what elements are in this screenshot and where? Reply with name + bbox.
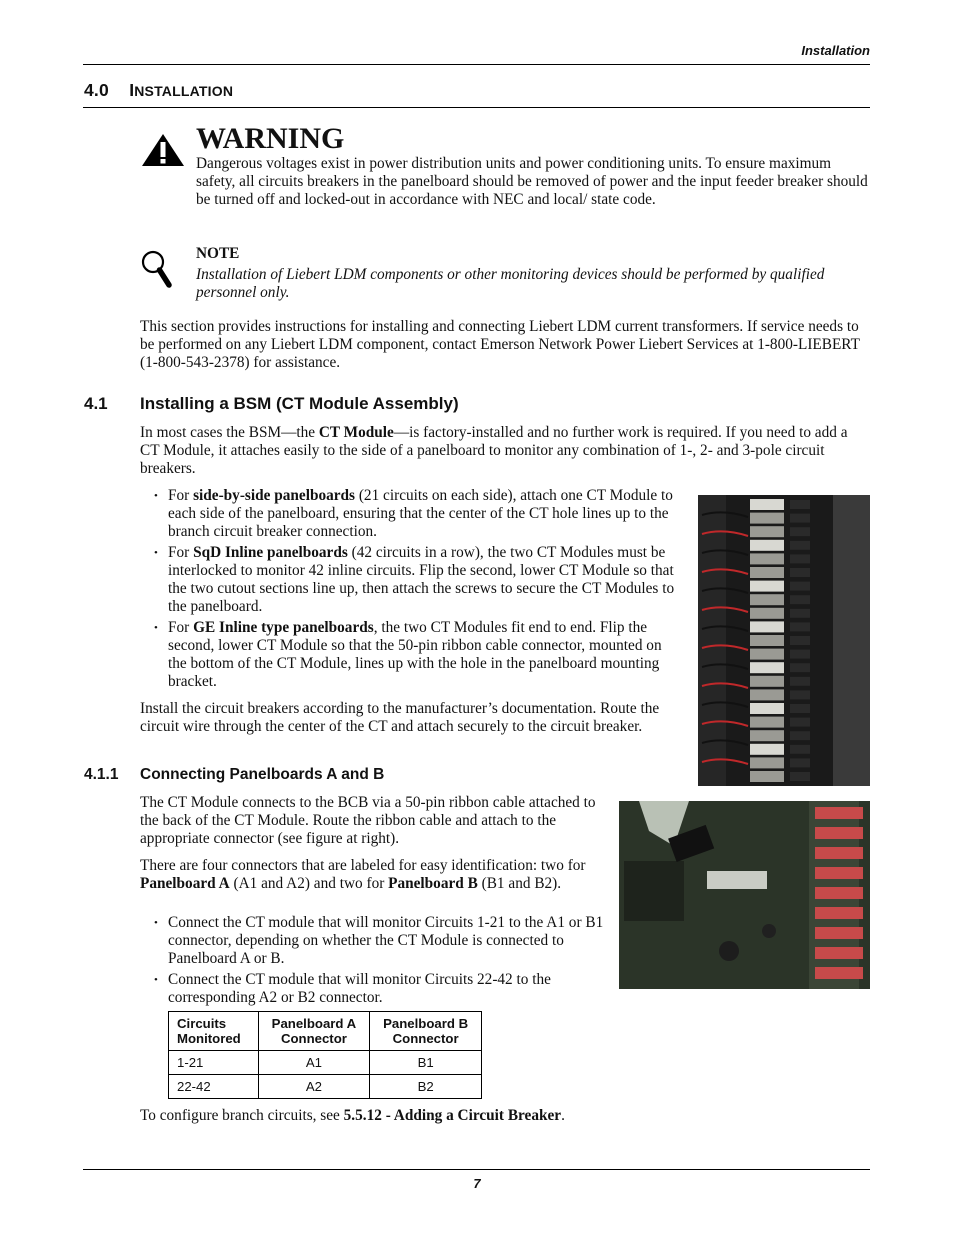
breaker-switch-shape — [790, 595, 810, 604]
intro-paragraph: This section provides instructions for installing and connecting Liebert LDM current transformers. If service needs to be performed on any Liebert LDM component, contact Emerson Network Power Liebert Services at 1-800-LIEBERT (1-800-543-2378) for assistance. — [140, 318, 860, 371]
breaker-shape — [750, 717, 784, 728]
section-number: 4.0 — [84, 80, 109, 100]
ribbon-connector-shape — [815, 847, 863, 859]
ribbon-connector-shape — [815, 827, 863, 839]
breaker-shape — [750, 730, 784, 741]
bullet-post: , the two CT Modules fit end to end. Flip the second, lower CT Module so that the 50-pin ribbon cable connector, mounted on the bottom of the CT Module, lines up with the hole in the panelboard mounting bracket. — [168, 619, 662, 690]
p2-bold-panelboard-b: Panelboard B — [388, 875, 478, 892]
bullet-pre: For — [168, 487, 194, 504]
breaker-switch-shape — [790, 527, 810, 536]
magnifier-icon — [139, 248, 173, 288]
warning-title: WARNING — [196, 122, 345, 155]
breaker-shape — [750, 649, 784, 660]
breaker-shape — [750, 567, 784, 578]
panelboard-photo-art — [698, 495, 870, 786]
bullet-bold: SqD Inline panelboards — [193, 544, 348, 561]
breaker-switch-shape — [790, 514, 810, 523]
warning-body: Dangerous voltages exist in power distribution units and power conditioning units. To ensure maximum safety, all circuits breakers in the panelboard should be removed of power and the input feeder breaker should be turned off and locked-out in accordance with NEC and local/ state code. — [196, 155, 868, 208]
p1-text-c: —is factory-installed and no further work is required. If you need to add a CT Module, it attaches easily to the side of a panelboard to monitor any combination of 1-, 2- and 3-pole circuit breakers. — [140, 424, 848, 477]
page-number: 7 — [473, 1176, 481, 1191]
breaker-switch-shape — [790, 622, 810, 631]
section-4-1-1-paragraph-1: The CT Module connects to the BCB via a 50-pin ribbon cable attached to the back of the CT Module. Route the ribbon cable and attach to the appropriate connector (see figure at right). — [140, 794, 596, 847]
section-4-1-1-title: Connecting Panelboards A and B — [140, 766, 385, 783]
p2-text-a: There are four connectors that are labeled for easy identification: two for — [140, 857, 586, 874]
ribbon-connector-shape — [815, 967, 863, 979]
table-row — [169, 1051, 482, 1075]
table-row — [169, 1075, 482, 1099]
breaker-switch-shape — [790, 650, 810, 659]
breaker-switch-shape — [790, 582, 810, 591]
list-item — [140, 487, 681, 541]
breaker-shape — [750, 635, 784, 646]
breaker-switch-shape — [790, 541, 810, 550]
section-4-1-heading — [84, 394, 459, 414]
breaker-switch-shape — [790, 772, 810, 781]
table-cell: 1-21 — [169, 1051, 259, 1075]
configure-branch-circuits-text — [140, 1107, 840, 1125]
ribbon-connector-shape — [815, 887, 863, 899]
list-item: • Connect the CT module that will monitor Circuits 22-42 to the corresponding A2 or B2 connector. — [140, 971, 612, 1007]
bullet-bold: GE Inline type panelboards — [193, 619, 374, 636]
bullet-post: (21 circuits on each side), attach one CT Module to each side of the panelboard, ensuring that the center of the CT hole lines up to the branch circuit breaker connection. — [168, 487, 673, 540]
warning-triangle-icon — [141, 133, 185, 167]
breaker-shape — [750, 662, 784, 673]
section-title — [84, 80, 233, 101]
table-header-row — [169, 1012, 482, 1051]
p2-text-c: (A1 and A2) and two for — [229, 875, 389, 892]
circuit-board-photo-art — [619, 801, 870, 989]
bullet-pre: For — [168, 619, 194, 636]
table-cell: A2 — [258, 1075, 370, 1099]
p2-text-e: (B1 and B2). — [477, 875, 562, 892]
breaker-shape — [750, 581, 784, 592]
breaker-shape — [750, 621, 784, 632]
note-title: NOTE — [196, 245, 240, 262]
breaker-shape — [750, 771, 784, 782]
p1-bold-ct-module: CT Module — [318, 424, 394, 441]
panelboard-photo — [698, 495, 870, 786]
table-header-cell: Panelboard B Connector — [370, 1012, 482, 1051]
breaker-switch-shape — [790, 677, 810, 686]
connector-table — [168, 1011, 482, 1099]
running-header: Installation — [801, 43, 870, 58]
section-4-1-1-heading — [84, 766, 384, 784]
breaker-switch-shape — [790, 731, 810, 740]
breaker-shape — [750, 608, 784, 619]
ribbon-connector-shape — [815, 907, 863, 919]
breaker-switch-shape — [790, 663, 810, 672]
table-cell: B1 — [370, 1051, 482, 1075]
breaker-shape — [750, 703, 784, 714]
section-4-1-install-paragraph: Install the circuit breakers according to the manufacturer’s documentation. Route the circuit wire through the center of the CT and attach securely to the circuit breaker. — [140, 700, 660, 735]
section-title-rest: NSTALLATION — [134, 83, 234, 99]
p2-bold-panelboard-a: Panelboard A — [140, 875, 230, 892]
breaker-shape — [750, 513, 784, 524]
breaker-shape — [750, 526, 784, 537]
connector-bullet-list — [140, 914, 612, 1010]
breaker-shape — [750, 689, 784, 700]
note-body: Installation of Liebert LDM components or other monitoring devices should be performed by qualified personnel only. — [196, 266, 825, 301]
breaker-shape — [750, 594, 784, 605]
bullet-bold: side-by-side panelboards — [193, 487, 356, 504]
breaker-switch-shape — [790, 745, 810, 754]
list-item — [140, 619, 681, 691]
config-link-adding-circuit-breaker[interactable]: 5.5.12 - Adding a Circuit Breaker — [343, 1107, 562, 1124]
breaker-switch-shape — [790, 609, 810, 618]
table-cell: B2 — [370, 1075, 482, 1099]
ribbon-connector-shape — [815, 927, 863, 939]
section-4-1-paragraph — [140, 424, 870, 478]
breaker-switch-shape — [790, 636, 810, 645]
section-4-1-title: Installing a BSM (CT Module Assembly) — [140, 394, 459, 413]
footer-rule — [83, 1169, 870, 1170]
bullet-pre: For — [168, 544, 194, 561]
section-rule — [83, 107, 870, 108]
section-4-1-number: 4.1 — [84, 394, 108, 413]
breaker-shape — [750, 744, 784, 755]
breaker-shape — [750, 757, 784, 768]
list-item: • Connect the CT module that will monitor Circuits 1-21 to the A1 or B1 connector, depending on whether the CT Module is connected to Panelboard A or B. — [140, 914, 612, 968]
panelboard-bullet-list — [140, 487, 681, 694]
list-item — [140, 544, 681, 616]
section-title-first: I — [129, 80, 135, 100]
breaker-switch-shape — [790, 554, 810, 563]
table-header-cell: Panelboard A Connector — [258, 1012, 370, 1051]
config-text-a: To configure branch circuits, see — [140, 1107, 344, 1124]
ribbon-connector-shape — [815, 947, 863, 959]
breaker-switch-shape — [790, 758, 810, 767]
breaker-switch-shape — [790, 690, 810, 699]
ribbon-connector-shape — [815, 867, 863, 879]
config-text-c: . — [561, 1107, 565, 1124]
header-rule — [83, 64, 870, 65]
p1-text-a: In most cases the BSM—the — [140, 424, 319, 441]
breaker-switch-shape — [790, 568, 810, 577]
table-cell: 22-42 — [169, 1075, 259, 1099]
breaker-switch-shape — [790, 500, 810, 509]
section-4-1-1-paragraph-2 — [140, 857, 612, 893]
circuit-board-photo — [619, 801, 870, 989]
breaker-switch-shape — [790, 704, 810, 713]
table-header-cell: Circuits Monitored — [169, 1012, 259, 1051]
breaker-shape — [750, 499, 784, 510]
bullet-post: (42 circuits in a row), the two CT Modules must be interlocked to monitor 42 inline circuits. Flip the second, lower CT Module so that the two cutout sections line up, then attach the screws to secure the CT Modules to the panelboard. — [168, 544, 675, 615]
breaker-shape — [750, 676, 784, 687]
breaker-shape — [750, 540, 784, 551]
section-4-1-1-number: 4.1.1 — [84, 766, 119, 783]
breaker-switch-shape — [790, 718, 810, 727]
breaker-shape — [750, 553, 784, 564]
ribbon-connector-shape — [815, 807, 863, 819]
table-cell: A1 — [258, 1051, 370, 1075]
